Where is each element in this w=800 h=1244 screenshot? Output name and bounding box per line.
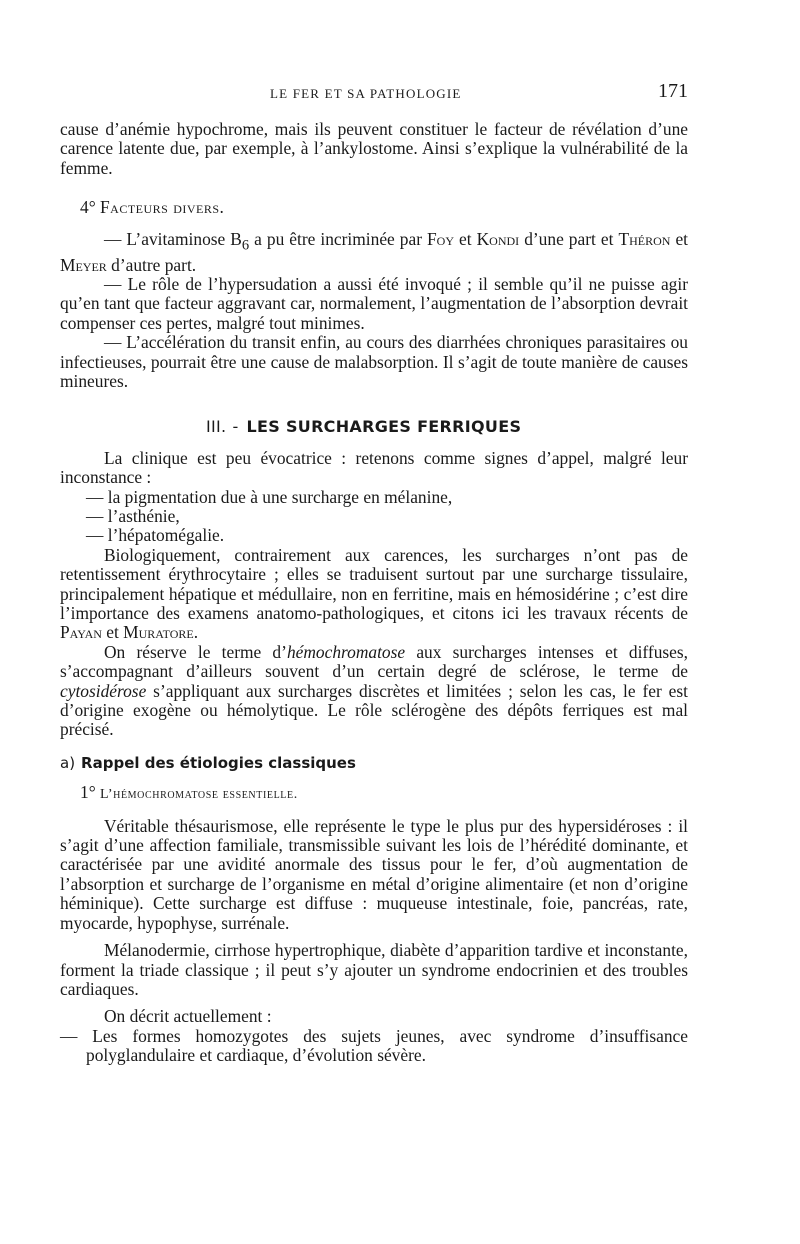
subhead-hemochromatose <box>80 783 688 804</box>
subscript: 6 <box>241 237 250 254</box>
author-name: Muratore <box>123 622 194 643</box>
text-run: et <box>454 228 477 249</box>
subhead-label: L’hémochromatose essentielle. <box>100 787 298 803</box>
text-run: aux surcharges intenses et diffuses, s’accompagnant d’ailleurs souvent d’un certain degré de sclérose, le terme de <box>60 641 688 682</box>
section-heading <box>60 417 688 436</box>
italic-term: cytosidérose <box>60 680 147 701</box>
subsection-label: a) <box>60 753 76 772</box>
paragraph-melanodermie: Mélanodermie, cirrhose hypertrophique, diabète d’apparition tardive et inconstante, forment la triade classique ; il peut s’y ajouter un syndrome endocrinien et des troubles cardiaques. <box>60 940 688 999</box>
text-run: Biologiquement, contrairement aux carences, les surcharges n’ont pas de retentissement érythrocytaire ; elles se traduisent surtout par une surcharge tissulaire, principalement hépatique et médullaire, non en ferritine, mais en hémosidérine ; c’est dire l’importance des examens anatomo-pathologiques, et citons ici les travaux récents de <box>60 544 688 623</box>
text-run: a pu être incriminée par <box>249 228 427 249</box>
page-header <box>60 82 688 106</box>
text-run: . <box>193 622 199 643</box>
author-name: Foy <box>427 228 455 249</box>
paragraph-reserve <box>60 643 688 740</box>
page-body <box>60 120 688 1066</box>
list-item: — l’asthénie, <box>86 505 180 526</box>
running-title: LE FER ET SA PATHOLOGIE <box>270 86 462 101</box>
paragraph-anemia: cause d’anémie hypochrome, mais ils peuvent constituer le facteur de révélation d’une carence latente due, par exemple, à l’ankylostome. Ainsi s’explique la vulnérabilité de la femme. <box>60 119 688 178</box>
text-run: et <box>670 228 688 249</box>
paragraph-transit: — L’accélération du transit enfin, au cours des diarrhées chroniques parasitaires ou infectieuses, pourrait être une cause de malabsorption. Il s’agit de toute manière de causes mineures. <box>60 332 688 391</box>
text-run: s’appliquant aux surcharges discrètes et limitées ; selon les cas, le fer est d’origine exogène ou hémolytique. Le rôle sclérogène des dépôts ferriques est mal précisé. <box>60 680 688 740</box>
paragraph-formes-homozygotes: — Les formes homozygotes des sujets jeunes, avec syndrome d’insuffisance polyglandulaire et cardiaque, d’évolution sévère. <box>60 1025 688 1066</box>
author-name: Meyer <box>60 254 107 275</box>
text-run: — L’avitaminose B <box>104 228 242 249</box>
text-run: et <box>101 622 124 643</box>
author-name: Kondi <box>476 228 520 249</box>
subhead-number: 1° <box>80 782 96 803</box>
subsection-heading <box>60 754 688 773</box>
list-item: — l’hépatomégalie. <box>86 525 225 546</box>
subhead-facteurs-divers <box>80 198 688 217</box>
author-name: Payan <box>60 622 102 643</box>
list-item: — la pigmentation due à une surcharge en mélanine, <box>86 486 453 507</box>
subsection-title: Rappel des étiologies classiques <box>81 753 356 772</box>
paragraph-on-decrit: On décrit actuellement : <box>104 1006 272 1027</box>
page-number: 171 <box>658 80 688 102</box>
section-separator: - <box>232 417 239 437</box>
text-run: On réserve le terme d’ <box>104 641 287 662</box>
section-number: III. <box>206 417 227 437</box>
paragraph-thesaurismose: Véritable thésaurismose, elle représente le type le plus pur des hypersidéroses : il s’agit d’une affection familiale, transmissible suivant les lois de l’hérédité dominante, et caractérisée par une avidité anormale des tissus pour le fer, d’où augmentation de l’absorption et surcharge de l’organisme en métal d’origine alimentaire (et non d’origine héminique). Cette surcharge est diffuse : muqueuse intestinale, foie, pancréas, rate, myocarde, hypophyse, surrénale. <box>60 815 688 933</box>
paragraph-biologie <box>60 546 688 643</box>
paragraph-clinique: La clinique est peu évocatrice : retenons comme signes d’appel, malgré leur inconstance : <box>60 447 688 488</box>
text-run: d’une part et <box>519 228 619 249</box>
italic-term: hémochromatose <box>286 641 406 662</box>
subhead-number: 4° <box>80 197 96 218</box>
author-name: Théron <box>618 228 671 249</box>
paragraph-avitaminose <box>60 230 688 275</box>
text-run: d’autre part. <box>106 254 197 275</box>
section-title: LES SURCHARGES FERRIQUES <box>246 417 522 437</box>
paragraph-hypersudation: — Le rôle de l’hypersudation a aussi été invoqué ; il semble qu’il ne puisse agir qu’en tant que facteur aggravant car, normalement, l’augmentation de l’absorption devrait compenser ces pertes, malgré tout minimes. <box>60 273 688 333</box>
subhead-label: Facteurs divers. <box>100 197 225 218</box>
